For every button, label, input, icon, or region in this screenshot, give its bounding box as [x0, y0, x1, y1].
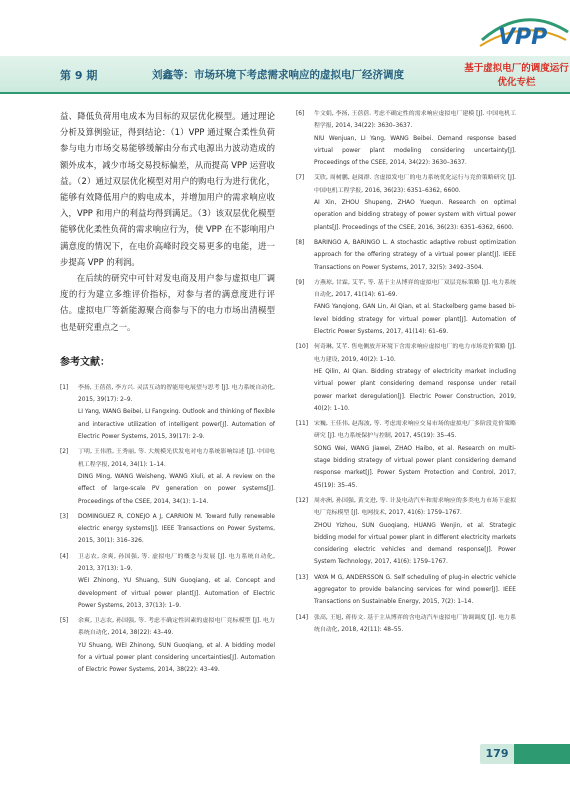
reference-line: 丁明, 王伟胜, 王秀丽, 等. 大规模光伏发电对电力系统影响综述 [J]. 中国电机工程学报, 2014, 34(1): 1–14.: [78, 449, 275, 468]
reference-number: [14]: [296, 614, 309, 621]
reference-text: [78, 615, 275, 676]
reference-item: [60, 446, 275, 507]
reference-number: [13]: [296, 574, 309, 581]
column-tagline: 基于虚拟电厂的调度运行优化专栏: [464, 63, 569, 88]
reference-line: WEI Zhinong, YU Shuang, SUN Guoqiang, et al. Concept and development of virtual power plant[J]. Automation of Electric Power Systems, 2013, 37(13): 1–9.: [78, 578, 275, 609]
reference-line: DING Ming, WANG Weisheng, WANG Xiuli, et al. A review on the effect of large-scale PV generation on power systems[J]. Proceedings of the CSEE, 2014, 34(1): 1–14.: [78, 473, 275, 505]
page-number-bar: [514, 744, 570, 764]
future-work-paragraph: 在后续的研究中可针对发电商及用户参与虚拟电厂调度的行为建立多维评价指标，对参与者的满意度进行评估。虚拟电厂等新能源聚合商参与下的电力市场出清模型也是研究重点之一。: [60, 273, 275, 332]
reference-line: 张高, 王旭, 蒋传文. 基于主从博弈的含电动汽车虚拟电厂协调调度 [J]. 电力系统自动化, 2018, 42(11): 48–55.: [314, 614, 516, 633]
left-column: [60, 108, 275, 680]
reference-item: [296, 612, 516, 637]
reference-line: BARINGO A, BARINGO L. A stochastic adaptive robust optimization approach for the offering strategy of a virtual power plant[J]. IEEE Transactions on Power Systems, 2017, 32(5): 3492–3504.: [314, 239, 516, 271]
reference-number: [2]: [60, 449, 69, 456]
reference-text: [314, 277, 516, 338]
reference-text: [314, 341, 516, 415]
reference-text: [78, 382, 275, 443]
page-number: 179: [480, 744, 514, 764]
reference-item: [60, 382, 275, 443]
reference-text: [314, 237, 516, 274]
reference-number: [5]: [60, 618, 69, 625]
reference-line: NIU Wenjuan, LI Yang, WANG Beibei. Demand response based virtual power plant modeling considering uncertainty[J]. Proceedings of the CSEE, 2014, 34(22): 3630–3637.: [314, 135, 516, 167]
reference-text: [78, 551, 275, 612]
reference-number: [9]: [296, 279, 305, 286]
reference-line: AI Xin, ZHOU Shupeng, ZHAO Yuequn. Research on optimal operation and bidding strategy of power system with virtual power plants[J]. Proceedings of the CSEE, 2016, 36(23): 6351–6362, 6600.: [314, 200, 516, 231]
reference-line: 余爽, 卫志农, 孙国强, 等. 考虑不确定性因素的虚拟电厂竞标模型 [J]. 电力系统自动化, 2014, 38(22): 43–49.: [78, 618, 275, 637]
reference-number: [4]: [60, 553, 69, 560]
reference-text: [78, 511, 275, 548]
reference-line: 牛文娟, 李扬, 王蓓蓓. 考虑不确定性的需求响应虚拟电厂建模 [J]. 中国电机工程学报, 2014, 34(22): 3630–3637.: [314, 111, 516, 130]
reference-item: [60, 551, 275, 612]
right-column: [296, 108, 516, 639]
reference-number: [12]: [296, 497, 309, 504]
reference-number: [8]: [296, 239, 305, 246]
reference-number: [11]: [296, 421, 309, 428]
logo-text: VPP: [498, 25, 548, 50]
vpp-logo: [478, 10, 570, 56]
reference-line: 宋巍, 王佳伟, 赵海波, 等. 考虑需求响应交易市场的虚拟电厂多阶段竞价策略研究 [J]. 电力系统保护与控制, 2017, 45(19): 35–45.: [314, 421, 516, 440]
references-heading: 参考文献：: [60, 356, 110, 368]
reference-item: [296, 495, 516, 569]
reference-item: [296, 277, 516, 338]
reference-line: 周亦洲, 孙国强, 黄文进, 等. 计及电动汽车和需求响应的多类电力市场下虚拟电厂竞标模型 [J]. 电网技术, 2017, 41(6): 1759–1767.: [314, 497, 516, 517]
reference-text: [314, 172, 516, 233]
reference-number: [3]: [60, 513, 69, 520]
reference-number: [7]: [296, 175, 305, 182]
running-title: 刘鑫等：市场环境下考虑需求响应的虚拟电厂经济调度: [152, 69, 404, 81]
reference-text: [314, 495, 516, 569]
reference-item: [296, 108, 516, 169]
reference-number: [1]: [60, 384, 69, 391]
reference-item: [296, 172, 516, 233]
reference-line: VAYA M G, ANDERSSON G. Self scheduling of plug-in electric vehicle aggregator to provide balancing services for wind power[J]. IEEE Transactions on Sustainable Energy, 2015, 7(2): 1–14.: [314, 574, 516, 606]
reference-text: [314, 418, 516, 492]
reference-text: [314, 572, 516, 609]
reference-line: 卫志农, 余爽, 孙国强, 等. 虚拟电厂的概念与发展 [J]. 电力系统自动化, 2013, 37(13): 1–9.: [78, 553, 275, 572]
reference-line: SONG Wei, WANG Jiawei, ZHAO Haibo, et al. Research on multi-stage bidding strategy of virtual power plant considering demand response market[J]. Power System Protection and Control, 2017, 45(19): 35–45.: [314, 445, 516, 489]
reference-text: [78, 446, 275, 507]
reference-line: HE Qilin, AI Qian. Bidding strategy of electricity market including virtual power plant considering demand response under retail power market deregulation[J]. Electric Power Construction, 2019, 40(2): 1–10.: [314, 368, 516, 412]
reference-item: [296, 572, 516, 609]
reference-line: 方燕琼, 甘霖, 艾芊, 等. 基于主从博弈的虚拟电厂双层竞标策略 [J]. 电力系统自动化, 2017, 41(14): 61–69.: [314, 279, 516, 299]
reference-line: ZHOU Yizhou, SUN Guoqiang, HUANG Wenjin, et al. Strategic bidding model for virtual power plant in different electricity markets considering electric vehicles and demand response[J]. Power System Technology, 2017, 41(6): 1759–1767.: [314, 522, 516, 566]
reference-line: 何奇琳, 艾芊. 售电侧放开环境下含需求响应虚拟电厂的电力市场竞价策略 [J]. 电力建设, 2019, 40(2): 1–10.: [314, 344, 516, 363]
reference-line: FANG Yanqiong, GAN Lin, AI Qian, et al. Stackelberg game based bi-level bidding strategy for virtual power plant[J]. Automation of Electric Power Systems, 2017, 41(14): 61–69.: [314, 304, 516, 336]
conclusion-paragraph: 益、降低负荷用电成本为目标的双层优化模型。通过理论分析及算例验证，得到结论：（1）VPP 通过聚合柔性负荷参与电力市场交易能够缓解由分布式电源出力波动造成的额外成本，减少市场交易投标偏差，从而提高 VPP 运营收益。（2）通过双层优化模型对用户的购电行为进行优化，能够有效降低用户的购电成本，并增加用户的需求响应收入，VPP 和用户的利益均得到满足。（3）该双层优化模型能够优化柔性负荷的需求响应行为，使 VPP 在不影响用户满意度的情况下，在电价高峰时段交易更多的电能，进一步提高 VPP 的利润。: [60, 111, 275, 267]
reference-item: [296, 237, 516, 274]
reference-line: YU Shuang, WEI Zhinong, SUN Guoqiang, et al. A bidding model for a virtual power plant considering uncertainties[J]. Automation of Electric Power Systems, 2014, 38(22): 43–49.: [78, 642, 275, 674]
reference-line: LI Yang, WANG Beibei, LI Fangxing. Outlook and thinking of flexible and interactive utilization of intelligent power[J]. Automation of Electric Power Systems, 2015, 39(17): 2–9.: [78, 409, 275, 441]
reference-list-right: [296, 108, 516, 636]
reference-number: [6]: [296, 111, 305, 117]
reference-item: [296, 341, 516, 415]
reference-item: [60, 615, 275, 676]
reference-text: [314, 612, 516, 637]
reference-list-left: [60, 382, 275, 677]
reference-line: 李扬, 王蓓蓓, 李方兴. 灵活互动的智能用电展望与思考 [J]. 电力系统自动化, 2015, 39(17): 2–9.: [78, 384, 275, 404]
reference-number: [10]: [296, 344, 309, 351]
reference-text: [314, 108, 516, 169]
reference-line: DOMINGUEZ R, CONEJO A J, CARRION M. Toward fully renewable electric energy systems[J]. IEEE Transactions on Power Systems, 2015, 30(1): 316–326.: [78, 513, 275, 545]
reference-item: [60, 511, 275, 548]
reference-line: 艾欣, 周树鹏, 赵阅群. 含虚拟发电厂的电力系统优化运行与竞价策略研究 [J]. 中国电机工程学报, 2016, 36(23): 6351–6362, 6600.: [314, 175, 516, 194]
reference-item: [296, 418, 516, 492]
issue-number: 第 9 期: [60, 69, 98, 82]
